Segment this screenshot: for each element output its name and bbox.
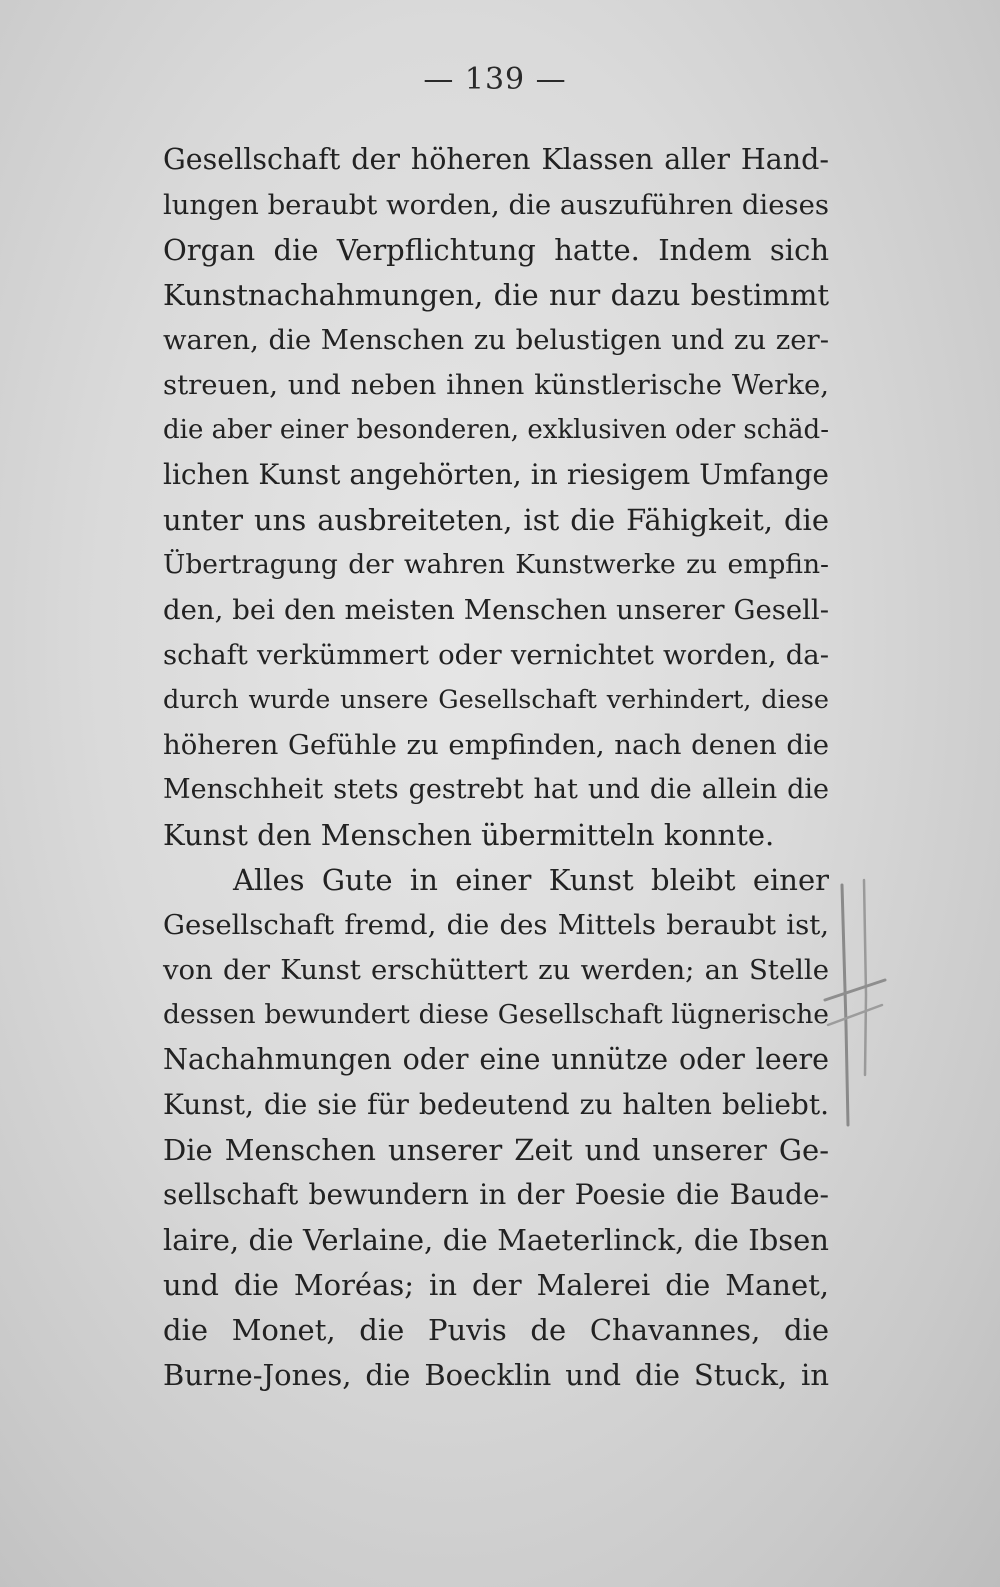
text-line: dessen bewundert diese Gesellschaft lügnerische <box>163 999 829 1030</box>
text-line: sellschaft bewundern in der Poesie die Baude- <box>163 1178 829 1211</box>
text-line: laire, die Verlaine, die Maeterlinck, die Ibsen <box>163 1223 829 1257</box>
text-line: Organ die Verpflichtung hatte. Indem sich <box>163 233 829 267</box>
text-line: lungen beraubt worden, die auszuführen dieses <box>163 189 829 221</box>
text-line: Kunst, die sie für bedeutend zu halten beliebt. <box>163 1088 829 1121</box>
text-line: Die Menschen unserer Zeit und unserer Ge- <box>163 1133 829 1167</box>
text-line: Übertragung der wahren Kunstwerke zu empfin- <box>163 549 829 580</box>
text-line: den, bei den meisten Menschen unserer Gesell- <box>163 594 829 626</box>
text-line: von der Kunst erschüttert zu werden; an Stelle <box>163 954 829 986</box>
text-line: Menschheit stets gestrebt hat und die allein die <box>163 774 829 805</box>
text-line: Gesellschaft fremd, die des Mittels beraubt ist, <box>163 909 829 941</box>
text-line: Kunst den Menschen übermitteln konnte. <box>163 818 775 852</box>
text-line: Kunstnachahmungen, die nur dazu bestimmt <box>163 278 829 312</box>
text-line: Alles Gute in einer Kunst bleibt einer <box>233 863 829 897</box>
text-line: durch wurde unsere Gesellschaft verhindert, diese <box>163 685 829 715</box>
text-line: höheren Gefühle zu empfinden, nach denen die <box>163 729 829 761</box>
pencil-margin-mark <box>820 875 890 1135</box>
text-line: schaft verkümmert oder vernichtet worden, da- <box>163 639 829 671</box>
text-line: unter uns ausbreiteten, ist die Fähigkeit, die <box>163 503 829 537</box>
page-number: — 139 — <box>423 62 567 97</box>
text-line: Gesellschaft der höheren Klassen aller Hand- <box>163 143 829 176</box>
text-line: die aber einer besonderen, exklusiven oder schäd- <box>163 415 829 445</box>
text-line: waren, die Menschen zu belustigen und zu zer- <box>163 324 829 356</box>
text-line: die Monet, die Puvis de Chavannes, die <box>163 1313 829 1347</box>
text-line: lichen Kunst angehörten, in riesigem Umfange <box>163 458 829 491</box>
text-line: Nachahmungen oder eine unnütze oder leere <box>163 1043 829 1076</box>
text-line: und die Moréas; in der Malerei die Manet, <box>163 1268 829 1302</box>
text-line: streuen, und neben ihnen künstlerische Werke, <box>163 369 829 401</box>
text-line: Burne-Jones, die Boecklin und die Stuck, in <box>163 1358 829 1392</box>
